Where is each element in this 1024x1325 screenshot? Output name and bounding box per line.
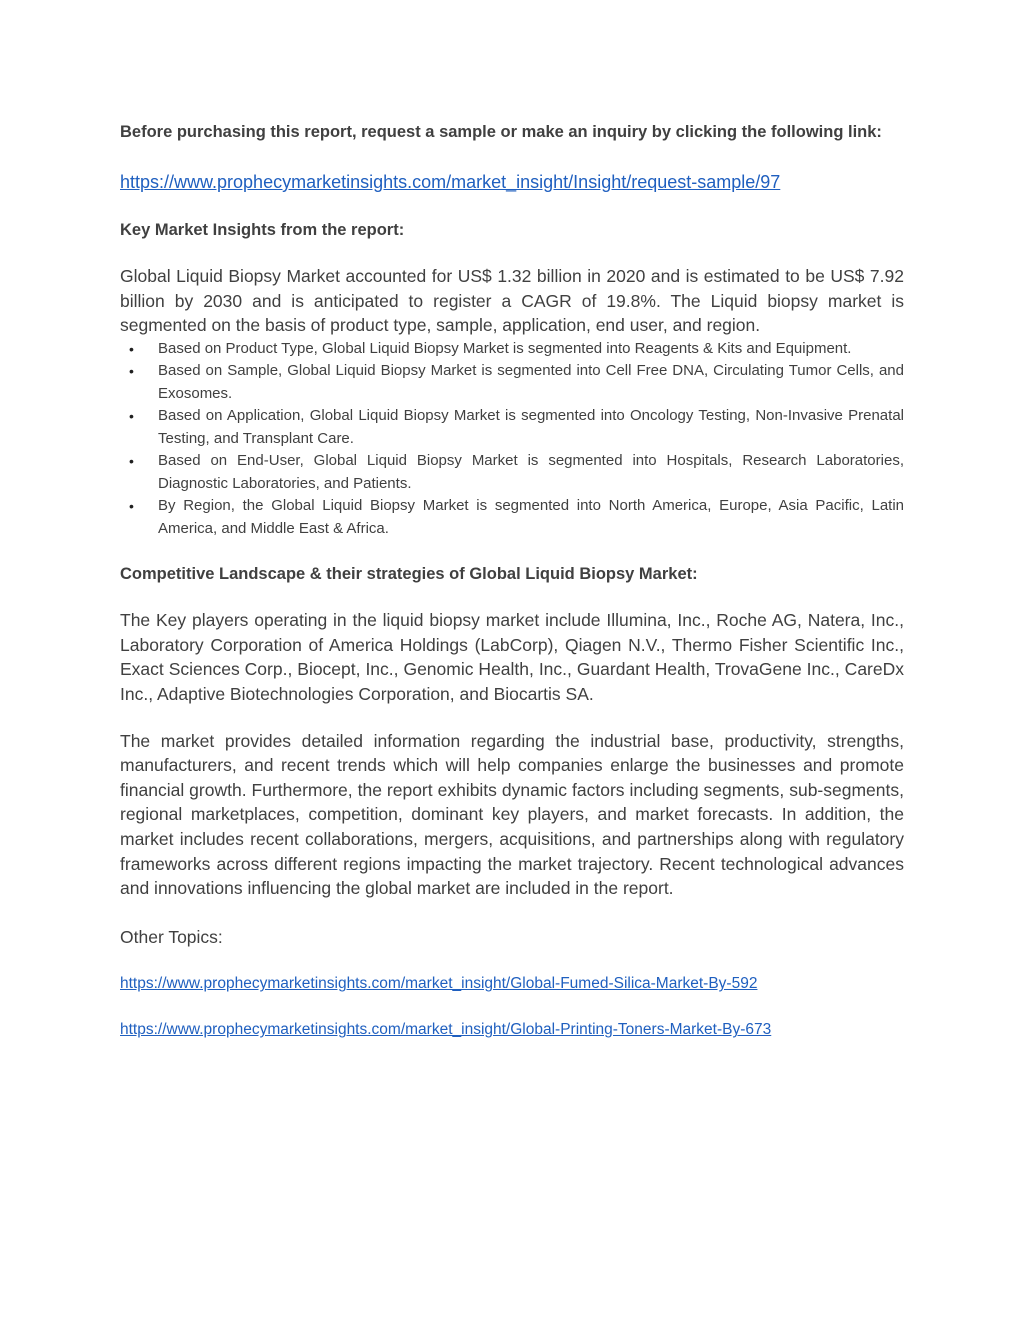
other-topic-link-printing-toners[interactable]: https://www.prophecymarketinsights.com/market_insight/Global-Printing-Toners-Market-By-673 xyxy=(120,1021,772,1039)
segment-item-application xyxy=(120,405,904,450)
intro-text: Before purchasing this report, request a sample or make an inquiry by clicking the following link: xyxy=(120,123,882,141)
bullet-icon: • xyxy=(129,340,134,357)
bullet-icon: • xyxy=(129,498,134,515)
overview-paragraph: Global Liquid Biopsy Market accounted for US$ 1.32 billion in 2020 and is estimated to be US$ 7.92 billion by 2030 and is anticipated to register a CAGR of 19.8%. The Liquid biopsy market is segmented on the basis of product type, sample, application, end user, and region. xyxy=(120,266,904,336)
segment-item-product-type xyxy=(120,338,904,361)
segment-item-end-user xyxy=(120,450,904,495)
key-players-paragraph: The Key players operating in the liquid biopsy market include Illumina, Inc., Roche AG, Natera, Inc., Laboratory Corporation of America Holdings (LabCorp), Qiagen N.V., Thermo Fisher Scientific Inc., Exact Sciences Corp., Biocept, Inc., Genomic Health, Inc., Guardant Health, TrovaGene Inc., CareDx Inc., Adaptive Biotechnologies Corporation, and Biocartis SA. xyxy=(120,610,904,705)
segment-list xyxy=(120,338,904,541)
segment-text: Based on Product Type, Global Liquid Biopsy Market is segmented into Reagents & Kits and Equipment. xyxy=(158,339,852,357)
request-sample-link[interactable]: https://www.prophecymarketinsights.com/market_insight/Insight/request-sample/97 xyxy=(120,172,781,192)
bullet-icon: • xyxy=(129,453,134,470)
other-topic-link-fumed-silica[interactable]: https://www.prophecymarketinsights.com/market_insight/Global-Fumed-Silica-Market-By-592 xyxy=(120,975,758,993)
key-insights-heading: Key Market Insights from the report: xyxy=(120,221,405,239)
segment-text: By Region, the Global Liquid Biopsy Market is segmented into North America, Europe, Asia Pacific, Latin America, and Middle East & Africa. xyxy=(158,497,904,537)
segment-item-sample xyxy=(120,360,904,405)
other-topics-label: Other Topics: xyxy=(120,926,223,947)
segment-text: Based on End-User, Global Liquid Biopsy Market is segmented into Hospitals, Research Laboratories, Diagnostic Laboratories, and Patients. xyxy=(158,452,904,492)
market-details-paragraph: The market provides detailed information regarding the industrial base, productivity, strengths, manufacturers, and recent trends which will help companies enlarge the businesses and promote financial growth. Furthermore, the report exhibits dynamic factors including segments, sub-segments, regional marketplaces, competition, dominant key players, and market forecasts. In addition, the market includes recent collaborations, mergers, acquisitions, and partnerships along with regulatory frameworks across different regions impacting the market trajectory. Recent technological advances and innovations influencing the global market are included in the report. xyxy=(120,730,904,899)
segment-item-region xyxy=(120,495,904,540)
segment-text: Based on Sample, Global Liquid Biopsy Market is segmented into Cell Free DNA, Circulating Tumor Cells, and Exosomes. xyxy=(158,362,904,402)
competitive-heading: Competitive Landscape & their strategies of Global Liquid Biopsy Market: xyxy=(120,565,698,584)
bullet-icon: • xyxy=(129,408,134,425)
segment-text: Based on Application, Global Liquid Biopsy Market is segmented into Oncology Testing, Non-Invasive Prenatal Testing, and Transplant Care. xyxy=(158,407,904,447)
bullet-icon: • xyxy=(129,363,134,380)
document-page xyxy=(120,120,904,1065)
